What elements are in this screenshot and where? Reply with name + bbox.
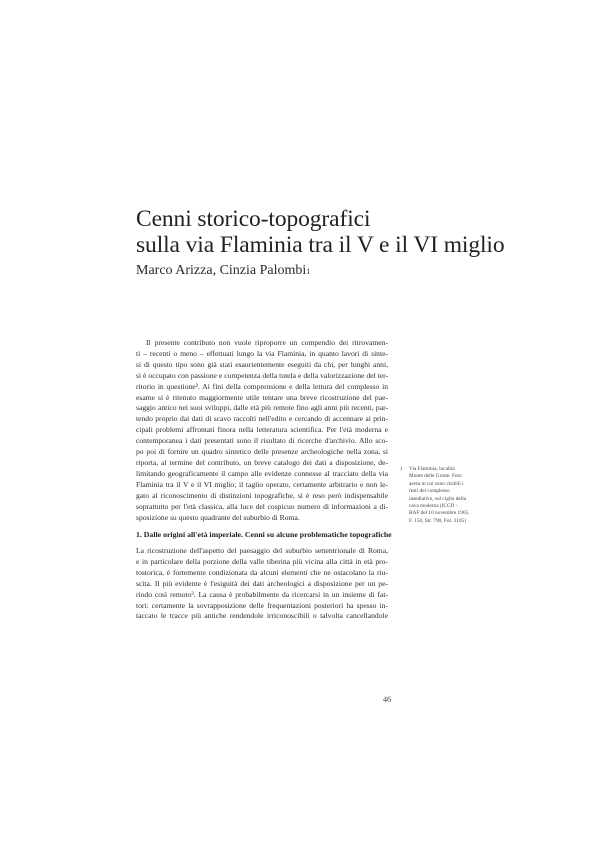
section-line: taccato le tracce più antiche rendendole irriconoscibili o talvolta cancellandole xyxy=(136,611,388,621)
intro-line: ti – recenti o meno – effettuati lungo la via Flaminia, in quanto lavori di sinte- xyxy=(136,348,388,358)
authors xyxy=(136,262,536,280)
section-line: tostorica, è fortemente condizionata da alcuni elementi che ne ostacolano la riu- xyxy=(136,567,388,577)
footnote-line: aerea in cui sono visibili i xyxy=(409,480,464,487)
intro-line: gato al riconoscimento di distinzioni topografiche, si è reso però indispensabile xyxy=(136,490,388,500)
section-line: e in particolare della porzione della valle tiberina più vicina alla città in età pro- xyxy=(136,556,388,566)
footnote-line: insediativo, sul ciglio della xyxy=(409,495,467,502)
footnote-line: resti del complesso xyxy=(409,488,450,495)
section-paragraph-text xyxy=(136,546,388,622)
intro-line: cipali problemi affrontati finora nella letteratura scientifica. Per l'età moderna e xyxy=(136,425,388,435)
footnote xyxy=(400,466,510,525)
article-title-line-2: sulla via Flaminia tra il V e il VI miglio xyxy=(136,232,505,258)
section-line: tori: certamente la sovrapposizione delle frequentazioni posteriori ha spesso in- xyxy=(136,600,388,610)
footnote-number: 1 xyxy=(400,466,403,472)
section-line: La ricostruzione dell'aspetto del paesaggio del suburbio settentrionale di Roma, xyxy=(136,546,388,555)
intro-line: sposizione su questo quadrante del suburbio di Roma. xyxy=(136,512,300,522)
intro-line: Il presente contributo non vuole riproporre un compendio dei ritrovamen- xyxy=(146,338,388,347)
intro-line: tendo proprio dai dati di scavo raccolti nell'edito e cercando di accennare ai prin- xyxy=(136,414,388,424)
intro-line: po poi di fornire un quadro sintetico delle presenze archeologiche nella zona, si xyxy=(136,447,388,457)
footnote-line: cava moderna (ICCD - xyxy=(409,503,458,510)
title-block xyxy=(136,206,536,280)
section-line: riodo così remoto³. La causa è probabilmente da ricercarsi in un insieme di fat- xyxy=(136,589,388,599)
section-heading: 1. Dalle origini all'età imperiale. Cenni su alcune problematiche topografiche xyxy=(136,530,392,539)
author-footnote-ref: 1 xyxy=(306,267,311,276)
intro-line: si di questo tipo sono già stati esaurientemente eseguiti da chi, per lunghi anni, xyxy=(136,359,388,369)
intro-line: Flaminia tra il V e il VI miglio; il taglio operato, certamente arbitrario e non le- xyxy=(136,479,388,489)
intro-line: ritorio in questione². Ai fini della comprensione e della lettura del complesso in xyxy=(136,381,388,391)
intro-line: esame si è ritenuto maggiormente utile tentare una breve ricostruzione del pae- xyxy=(136,392,388,402)
footnote-line: Monte delle Grotte. Foto xyxy=(409,473,462,480)
intro-line: soprattutto per l'età classica, alla luce del cospicuo numero di informazioni a di- xyxy=(136,501,388,511)
article-title-line-1: Cenni storico-topografici xyxy=(136,206,371,232)
footnote-line: Via Flaminia, località xyxy=(409,466,455,472)
intro-line: limitando geograficamente il campo alle evidenze connesse al tracciato della via xyxy=(136,468,388,478)
author-names: Marco Arizza, Cinzia Palombi xyxy=(136,263,307,278)
intro-line: riporta, al termine del contributo, un breve catalogo dei dati a disposizione, de- xyxy=(136,457,388,467)
intro-line: si è occupato con passione e competenza della tutela e della valorizzazione del ter- xyxy=(136,370,388,380)
footnote-text xyxy=(409,466,510,525)
intro-paragraph xyxy=(136,338,388,523)
page-number: 46 xyxy=(383,695,391,704)
intro-line: saggio antico nei suoi sviluppi, dalle età più remote fino agli anni più recenti, par- xyxy=(136,403,388,413)
section-line: scita. Il più evidente è l'esiguità dei dati archeologici a disposizione per un pe- xyxy=(136,578,388,588)
intro-line: contemporanea i dati presentati sono il risultato di ricerche d'archivio. Allo sco- xyxy=(136,436,388,446)
intro-paragraph-text xyxy=(136,338,388,523)
footnote-line: RAF del 10 novembre 1965, xyxy=(409,510,470,517)
footnote-line: F. 150, Str. 790, Fot. 3105) xyxy=(409,517,466,524)
section-paragraph xyxy=(136,546,388,622)
